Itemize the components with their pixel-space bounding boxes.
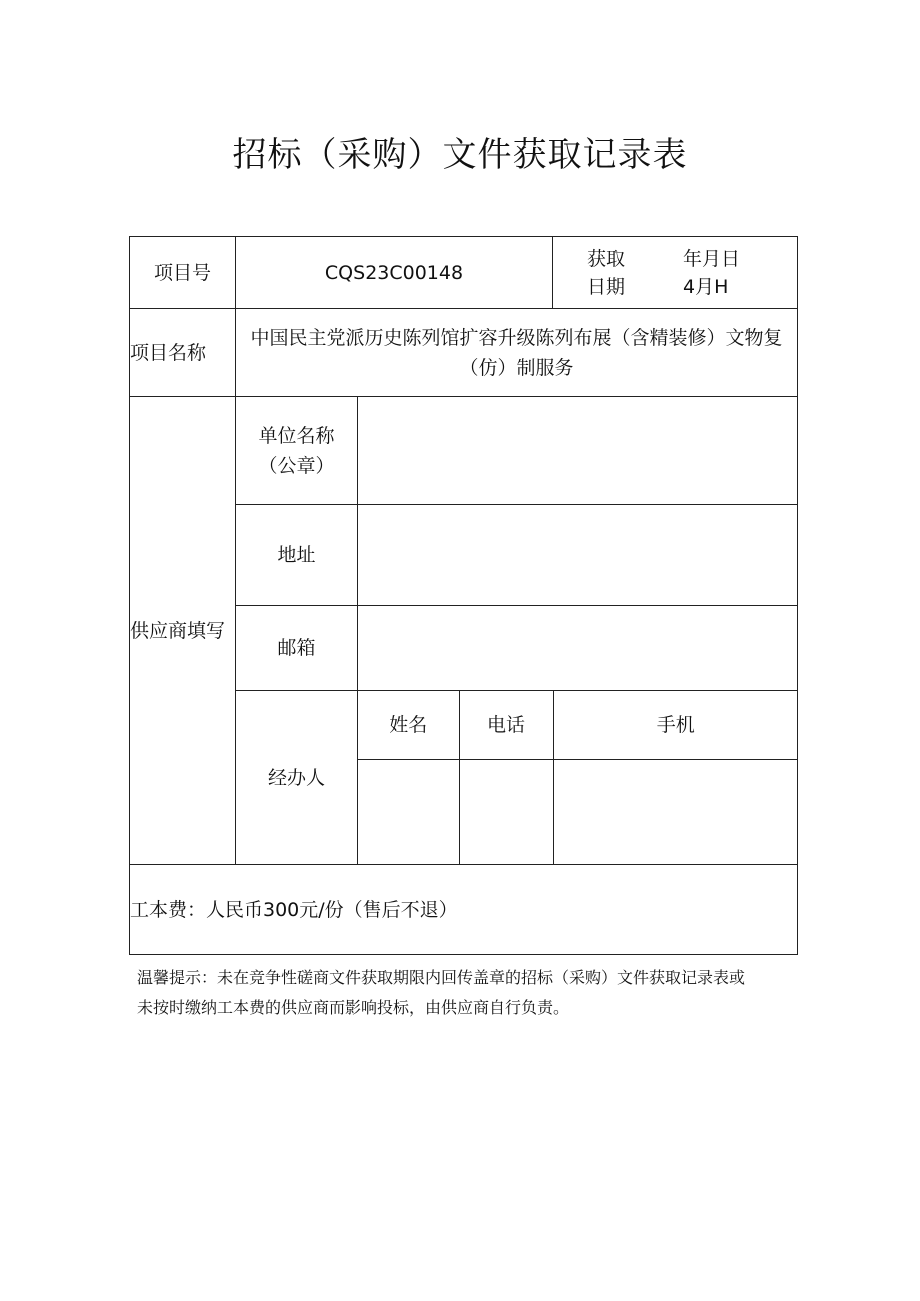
- project-no-row: [130, 237, 798, 309]
- project-name-row: [130, 309, 798, 397]
- date-header: 年月日: [683, 247, 741, 270]
- notice-line-1: 温馨提示：未在竞争性磋商文件获取期限内回传盖章的招标（采购）文件获取记录表或: [137, 968, 746, 987]
- handler-phone-field[interactable]: [459, 759, 553, 864]
- record-form-table: [129, 236, 798, 955]
- handler-label: 经办人: [236, 691, 358, 865]
- handler-phone-header: 电话: [459, 691, 553, 759]
- project-no-label: 项目号: [130, 237, 236, 309]
- company-name-label-1: 单位名称: [258, 424, 335, 447]
- handler-subtable-cell: [358, 691, 798, 865]
- address-field[interactable]: [358, 505, 798, 606]
- handler-subtable: [358, 691, 798, 864]
- document-title: 招标（采购）文件获取记录表: [232, 135, 688, 175]
- address-label: 地址: [236, 505, 358, 606]
- obtain-date-cell: [553, 237, 798, 309]
- email-field[interactable]: [358, 606, 798, 691]
- obtain-date-grid: [553, 245, 797, 301]
- supplier-section-label: 供应商填写: [130, 397, 236, 865]
- obtain-label-1: 获取: [587, 247, 626, 270]
- notice-block: [137, 963, 807, 1023]
- project-no-value: CQS23C00148: [236, 237, 553, 309]
- company-name-row: [130, 397, 798, 505]
- fee-text: 工本费：人民币300元/份（售后不退）: [130, 865, 798, 955]
- fee-row: [130, 865, 798, 955]
- company-name-label-cell: [236, 397, 358, 505]
- handler-mobile-field[interactable]: [553, 759, 798, 864]
- project-name-value: 中国民主党派历史陈列馆扩容升级陈列布展（含精装修）文物复（仿）制服务: [236, 309, 798, 397]
- handler-mobile-header: 手机: [553, 691, 798, 759]
- handler-name-header: 姓名: [358, 691, 459, 759]
- company-name-label-2: （公章）: [258, 454, 335, 477]
- email-label: 邮箱: [236, 606, 358, 691]
- date-value: 4月H: [683, 275, 729, 298]
- project-name-label: 项目名称: [130, 309, 236, 397]
- handler-name-field[interactable]: [358, 759, 459, 864]
- notice-line-2: 未按时缴纳工本费的供应商而影响投标，由供应商自行负责。: [137, 998, 570, 1017]
- company-name-field[interactable]: [358, 397, 798, 505]
- obtain-label-2: 日期: [587, 275, 626, 298]
